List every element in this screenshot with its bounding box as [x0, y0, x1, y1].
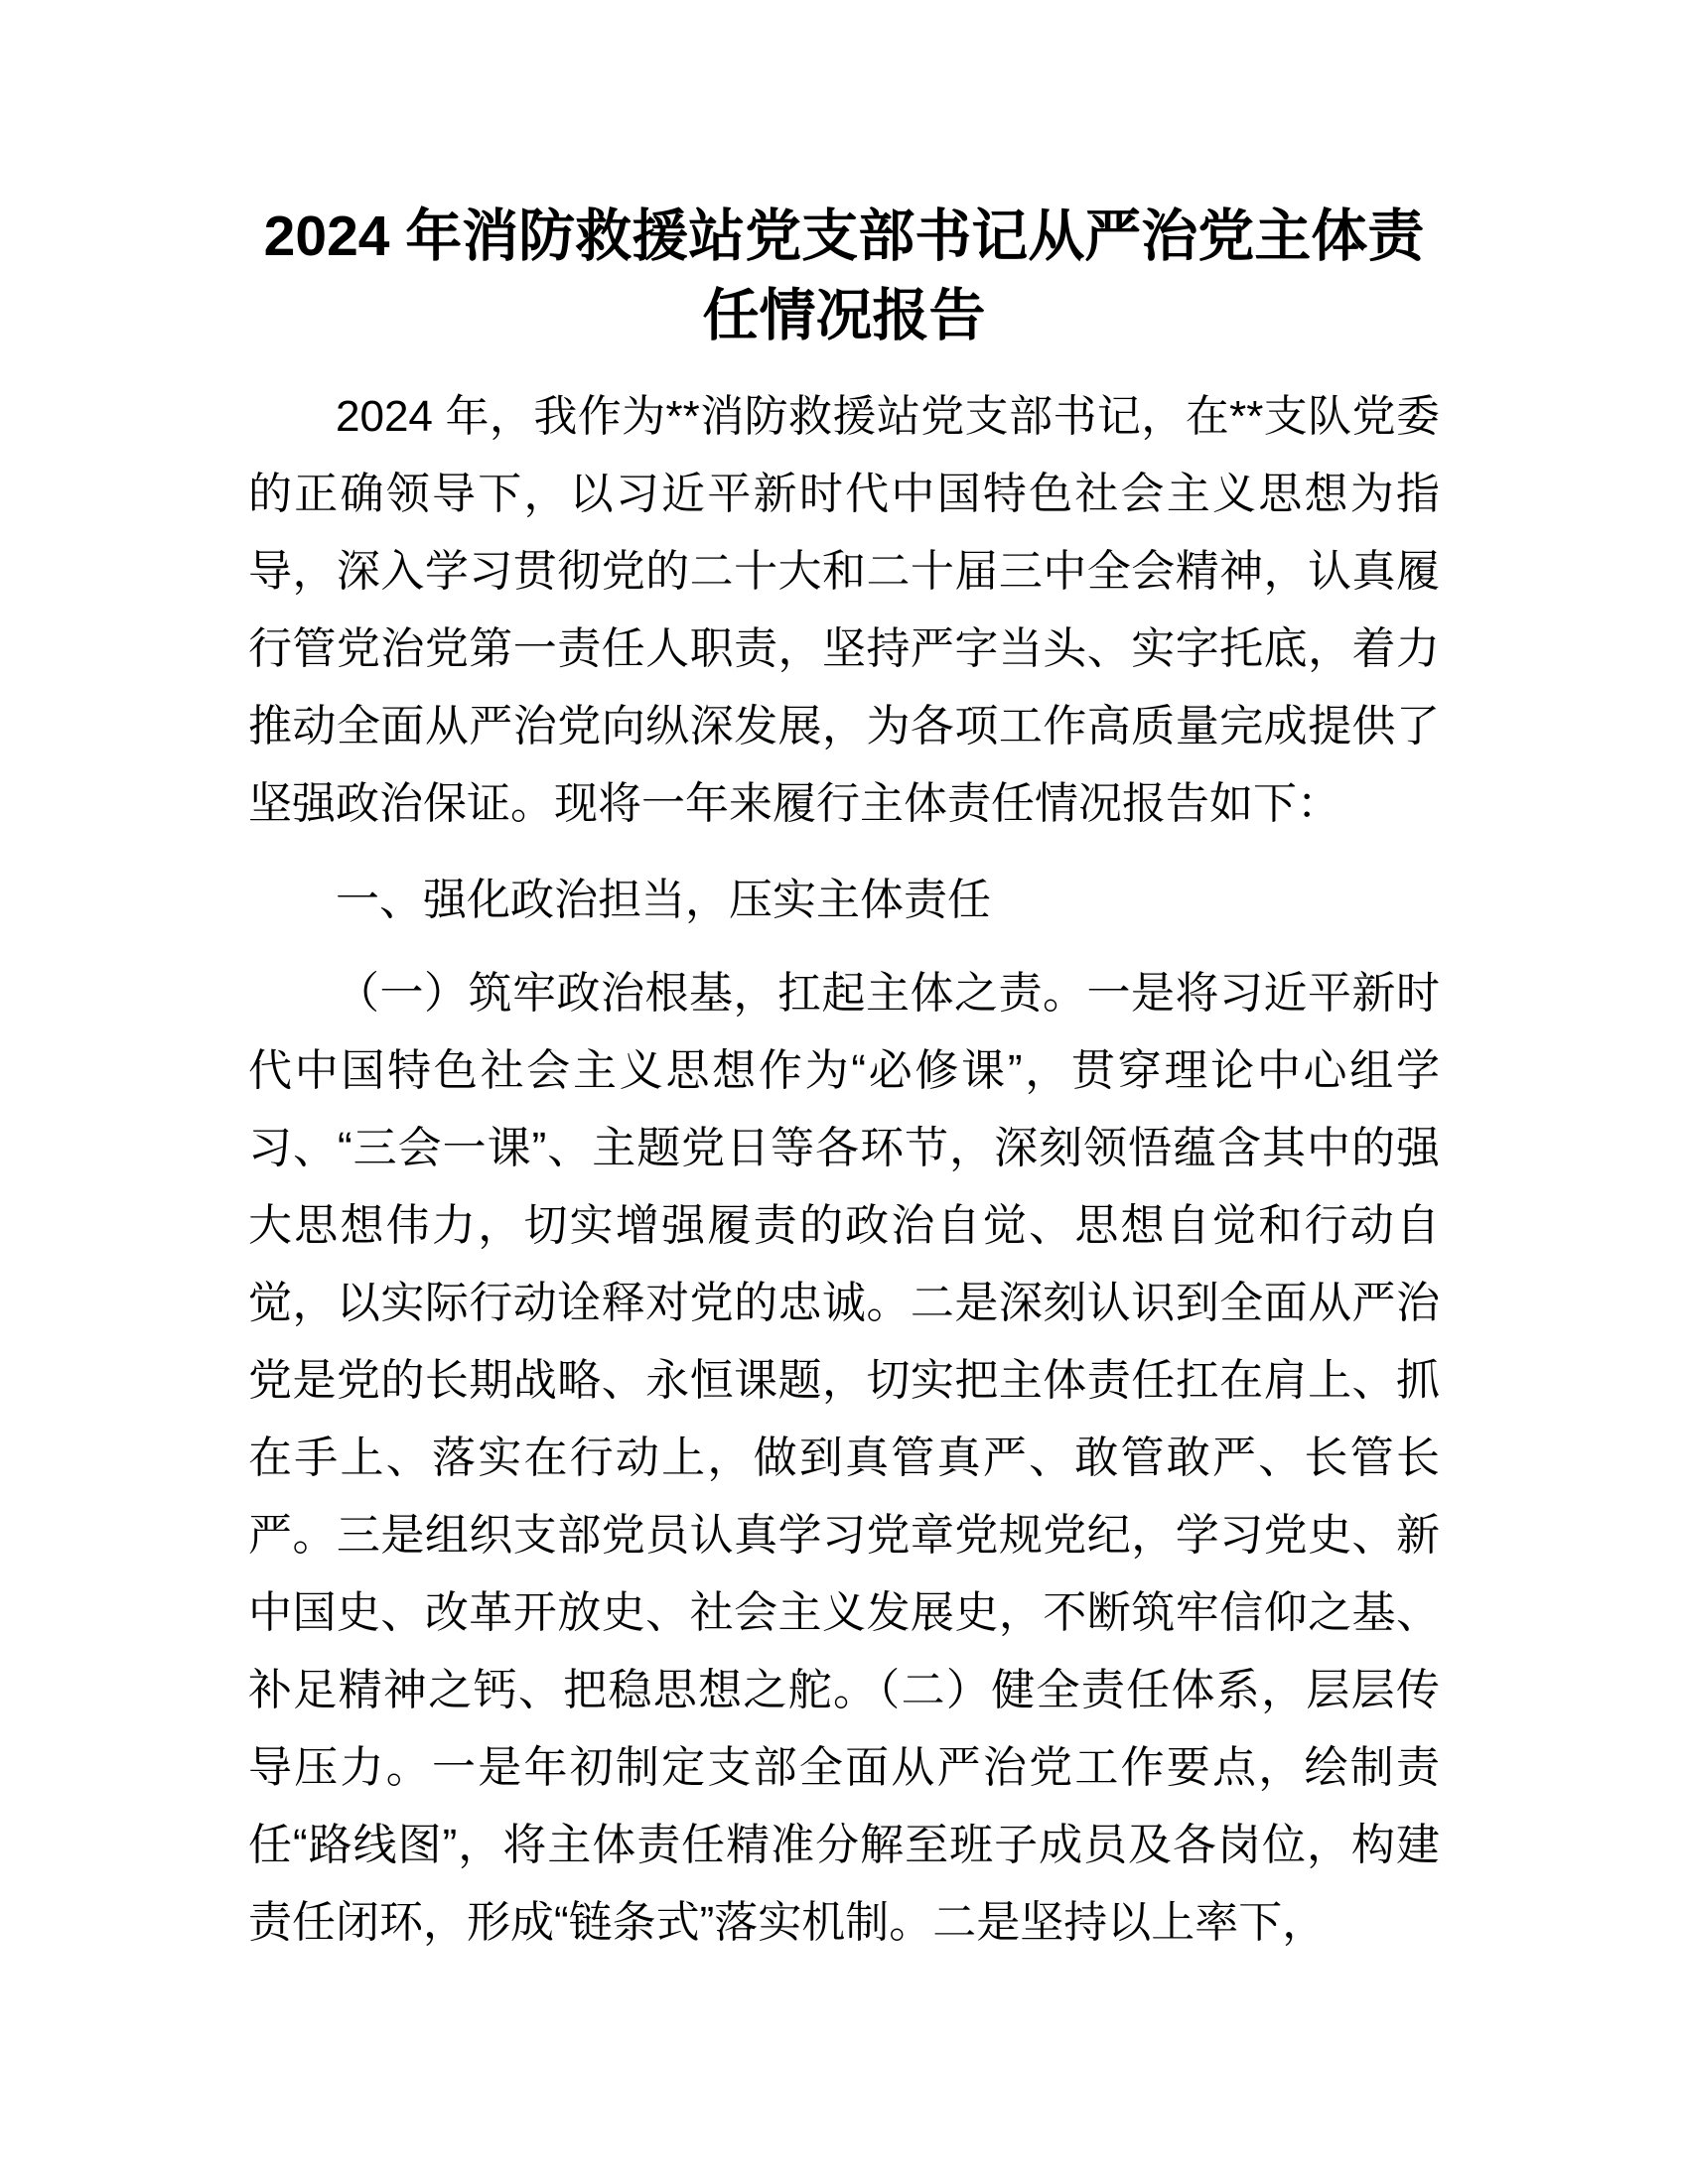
- intro-paragraph: 2024 年，我作为**消防救援站党支部书记，在**支队党委的正确领导下，以习近平新时代中国特色社会主义思想为指导，深入学习贯彻党的二十大和二十届三中全会精神，认真履行管党治党第一责任人职责，坚持严字当头、实字托底，着力推动全面从严治党向纵深发展，为各项工作高质量完成提供了坚强政治保证。现将一年来履行主体责任情况报告如下：: [248, 392, 1440, 828]
- body-paragraph-1: （一）筑牢政治根基，扛起主体之责。一是将习近平新时代中国特色社会主义思想作为“必修课”，贯穿理论中心组学习、“三会一课”、主题党日等各环节，深刻领悟蕴含其中的强大思想伟力，切实增强履责的政治自觉、思想自觉和行动自觉，以实际行动诠释对党的忠诚。二是深刻认识到全面从严治党是党的长期战略、永恒课题，切实把主体责任扛在肩上、抓在手上、落实在行动上，做到真管真严、敢管敢严、长管长严。三是组织支部党员认真学习党章党规党纪，学习党史、新中国史、改革开放史、社会主义发展史，不断筑牢信仰之基、补足精神之钙、把稳思想之舵。（二）健全责任体系，层层传导压力。一是年初制定支部全面从严治党工作要点，绘制责任“路线图”，将主体责任精准分解至班子成员及各岗位，构建责任闭环，形成“链条式”落实机制。二是坚持以上率下，: [248, 969, 1440, 1947]
- section-heading-1: 一、强化政治担当，压实主体责任: [336, 876, 991, 924]
- document-title: 2024 年消防救援站党支部书记从严治党主体责任情况报告: [263, 205, 1425, 347]
